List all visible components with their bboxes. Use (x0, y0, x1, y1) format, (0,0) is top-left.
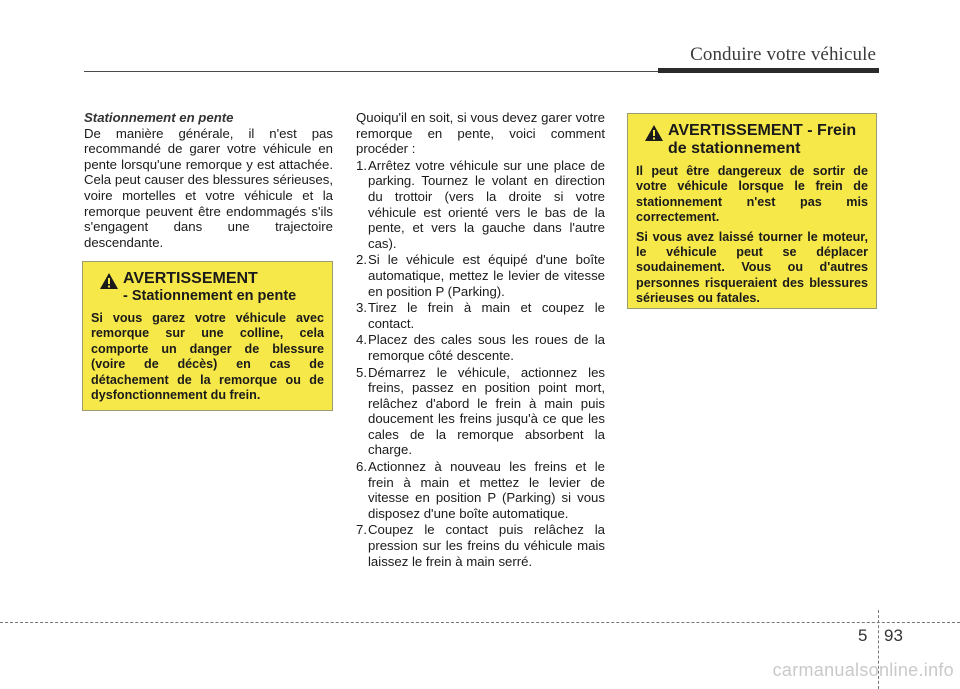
warning-text-1: Il peut être dangereux de sortir de votre véhicule lorsque le frein de stationnement n'est pas mis correctement. (636, 164, 868, 225)
warning-header (91, 270, 324, 305)
list-item: 7. Coupez le contact puis relâchez la pression sur les freins du véhicule mais laissez le frein à main serré. (356, 522, 605, 569)
footer-divider (0, 622, 960, 623)
chapter-title: Conduire votre véhicule (690, 44, 876, 65)
list-item: 3. Tirez le frein à main et coupez le contact. (356, 300, 605, 331)
warning-box-slope-parking (82, 261, 333, 411)
left-column (84, 110, 333, 250)
warning-title: AVERTISSEMENT (123, 270, 258, 287)
header-accent-bar (658, 68, 879, 73)
chapter-number: 5 (858, 626, 868, 645)
warning-subtitle: de stationnement (668, 140, 801, 157)
middle-column (356, 110, 605, 569)
list-item: 1. Arrêtez votre véhicule sur une place de parking. Tournez le volant en direction du trottoir (vers la droite si votre véhicule est orienté vers le bas de la pente, et vers la gauche dans l'autre cas). (356, 157, 605, 251)
procedure-intro: Quoiqu'il en soit, si vous devez garer votre remorque en pente, voici comment procéder : (356, 110, 605, 157)
list-item: 4. Placez des cales sous les roues de la remorque côté descente. (356, 332, 605, 363)
warning-triangle-icon (644, 124, 664, 142)
warning-box-parking-brake (627, 113, 877, 309)
warning-triangle-icon (99, 272, 119, 290)
intro-paragraph: De manière générale, il n'est pas recommandé de garer votre véhicule en pente lorsqu'une remorque y est attachée. Cela peut causer des blessures sérieuses, voire mortelles et votre véhicule et la remorque peuvent être endommagés s'ils s'engagent dans une trajectoire descendante. (84, 125, 333, 250)
warning-title: AVERTISSEMENT - Frein (668, 122, 857, 139)
section-heading: Stationnement en pente (84, 110, 234, 125)
list-item: 6. Actionnez à nouveau les freins et le frein à main et mettez le levier de vitesse en position P (Parking) si vous disposez d'une boîte automatique. (356, 459, 605, 521)
watermark: carmanualsonline.info (772, 660, 954, 680)
warning-text: Si vous garez votre véhicule avec remorque sur une colline, cela comporte un danger de blessure (voire de décès) en cas de détachement de la remorque ou de dysfonctionnement du frein. (91, 311, 324, 403)
page-number: 93 (884, 626, 903, 645)
list-item: 5. Démarrez le véhicule, actionnez les freins, passez en position point mort, relâchez d'abord le frein à main puis doucement les freins jusqu'à ce que les cales de la remorque absorbent la charge. (356, 364, 605, 458)
warning-text-2: Si vous avez laissé tourner le moteur, le véhicule peut se déplacer soudainement. Vous ou d'autres personnes risqueraient des blessures sérieuses ou fatales. (636, 229, 868, 306)
list-item: 2. Si le véhicule est équipé d'une boîte automatique, mettez le levier de vitesse en position P (Parking). (356, 252, 605, 299)
warning-subtitle: - Stationnement en pente (123, 288, 297, 304)
procedure-steps (356, 158, 605, 569)
warning-header (636, 122, 868, 158)
